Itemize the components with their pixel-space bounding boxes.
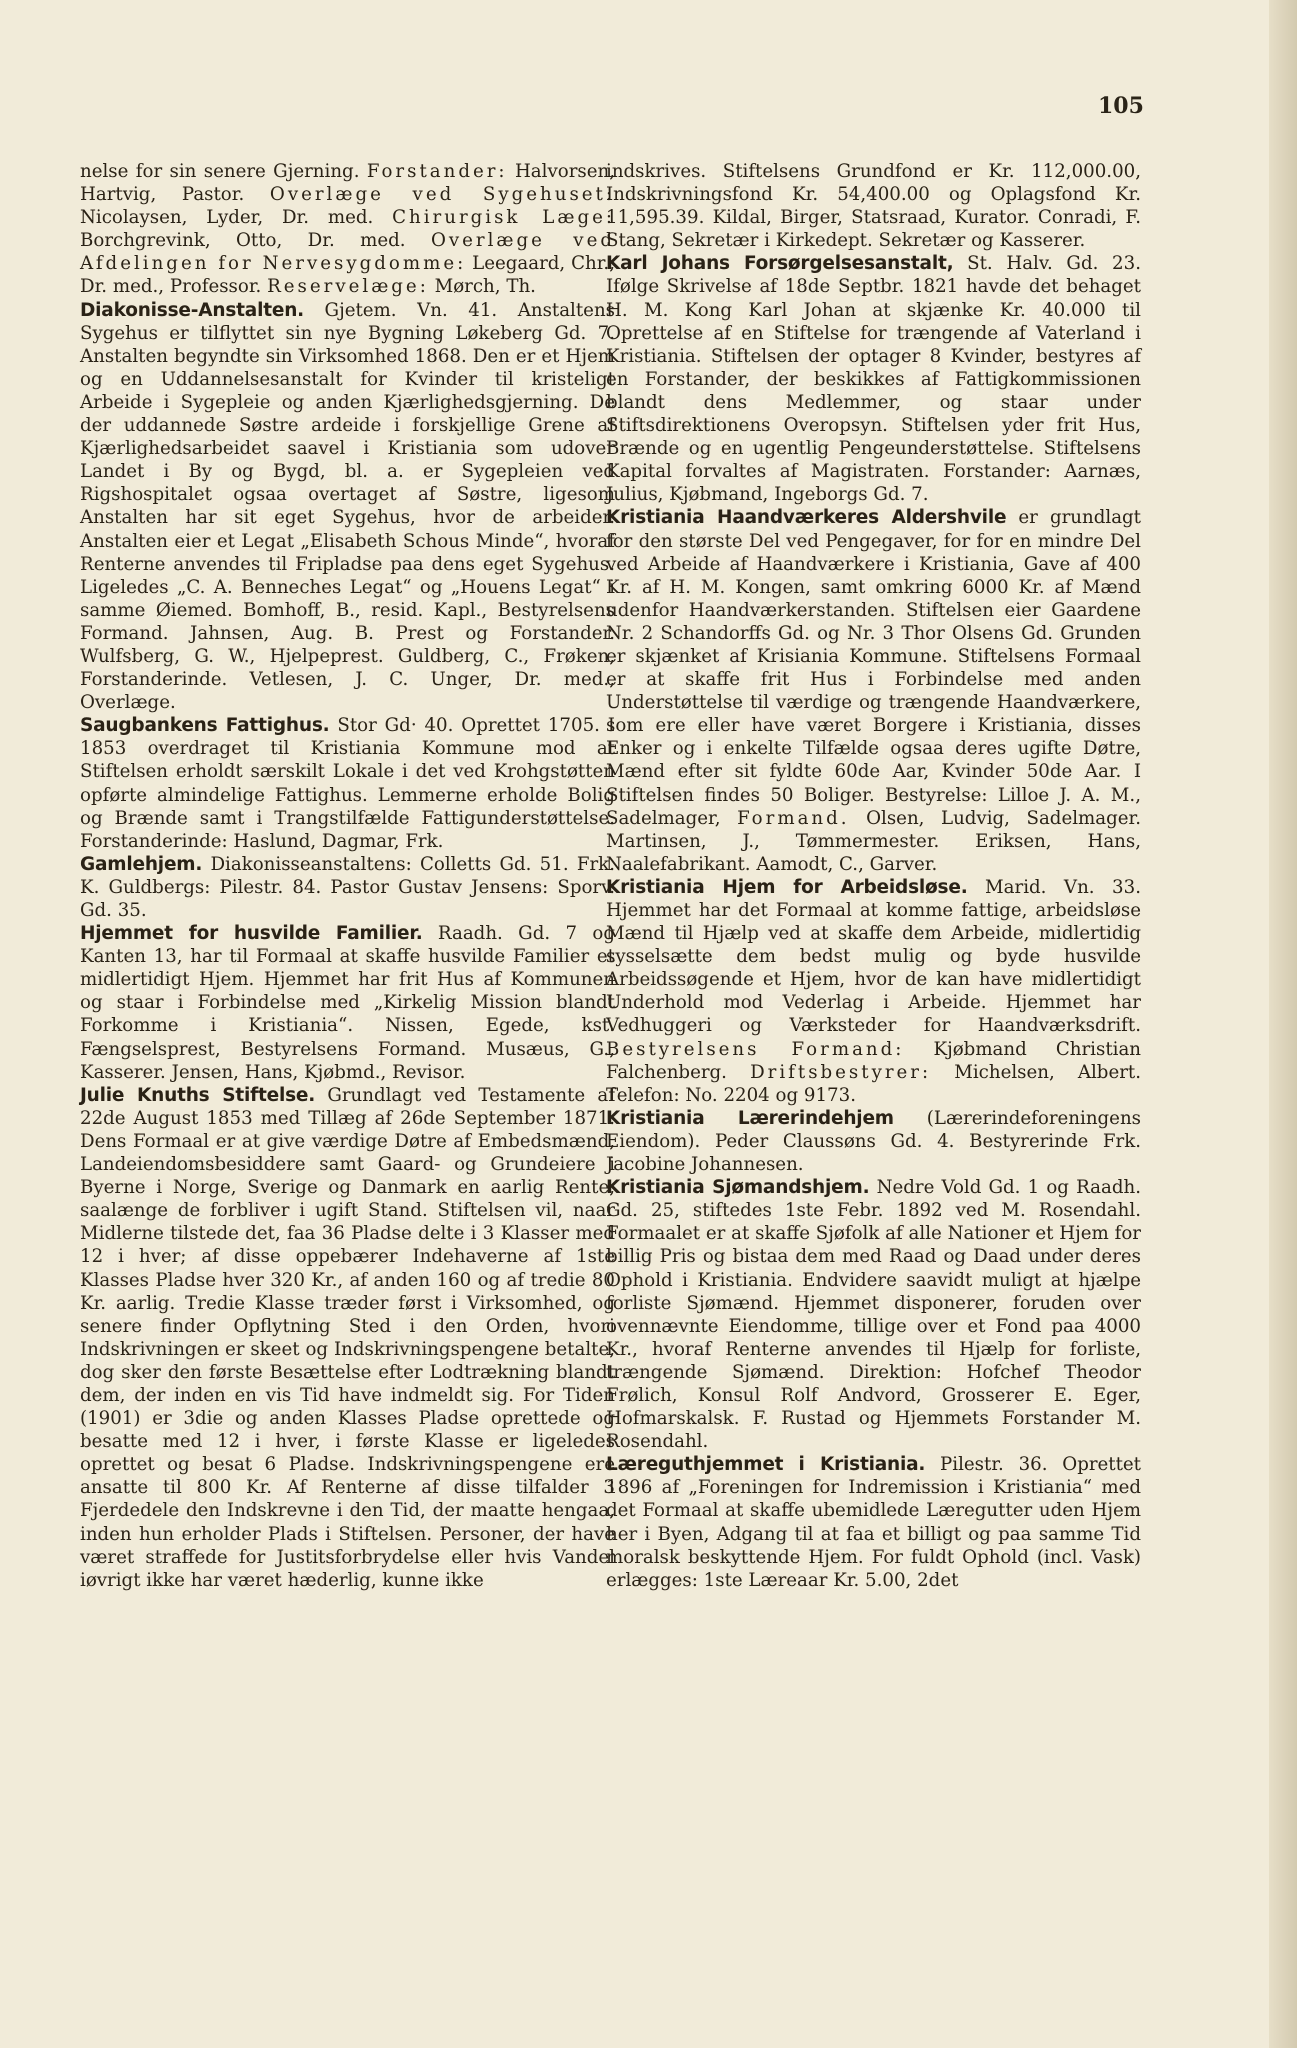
entry-text: nelse for sin senere Gjerning. (80, 161, 367, 182)
entry-heading: Kristiania Sjømandshjem. (606, 1177, 870, 1199)
entry-heading: Julie Knuths Stiftelse. (80, 1084, 316, 1106)
directory-entry (606, 252, 1141, 506)
entry-heading: Kristiania Lærerindehjem (606, 1107, 894, 1129)
entry-heading: Gamlehjem. (80, 853, 203, 875)
entry-heading: Kristiania Hjem for Arbeidsløse. (606, 876, 968, 898)
entry-heading: Hjemmet for husvilde Familier. (80, 923, 423, 945)
entry-role-label: Forstander: (366, 161, 508, 182)
directory-entry (606, 1453, 1141, 1592)
entry-text: Olsen, Ludvig, Sadelmager. Martinsen, J., Tømmermester. Eriksen, Hans, Naalefabrikant. Aamodt, C., Garver. (606, 807, 1142, 875)
entry-role-label: Bestyrelsens Formand: (606, 1038, 905, 1060)
entry-role-label: Overlæge ved Sygehuset: (269, 184, 615, 206)
entry-role-label: Driftsbestyrer: (750, 1061, 932, 1083)
entry-text: Halvorsen, Hartvig, Pastor. (80, 161, 615, 206)
entry-text: Nicolaysen, Lyder, Dr. med. (80, 207, 393, 229)
entry-heading: Karl Johans Forsørgelsesanstalt, (606, 253, 954, 275)
entry-heading: Læreguthjemmet i Kristiania. (606, 1454, 926, 1476)
directory-entry (80, 853, 615, 922)
entry-text: Diakonisseanstaltens: Colletts Gd. 51. Frk. K. Guldbergs: Pilestr. 84. Pastor Gustav Jensens: Sporv. Gd. 35. (80, 853, 615, 921)
entry-role-label: Reservelæge: (267, 276, 429, 298)
entry-text: Raadh. Gd. 7 og Kanten 13, har til Formaal at skaffe husvilde Familier et midlertidigt Hjem. Hjemmet har frit Hus af Kommunen og staar i Forbindelse med „Kirkelig Mission blandt Forkomme i Kristiania“. Nissen, Egede, kst. Fængselsprest, Bestyrelsens Formand. Musæus, G., Kasserer. Jensen, Hans, Kjøbmd., Revisor. (80, 923, 615, 1083)
directory-entry (80, 714, 615, 853)
directory-entry (80, 1084, 615, 1592)
page-edge (1269, 0, 1297, 2048)
entry-text: Stor Gd· 40. Oprettet 1705. I 1853 overdraget til Kristiania Kommune mod at Stiftelsen erholdt særskilt Lokale i det ved Krohgstøtten opførte almindelige Fattighus. Lemmerne erholde Bolig og Brænde samt i Trangstilfælde Fattigunderstøttelse. Forstanderinde: Haslund, Dagmar, Frk. (80, 715, 615, 852)
entry-text: Borchgrevink, Otto, Dr. med. (80, 230, 431, 252)
directory-entry (606, 1107, 1141, 1176)
entry-text: er grundlagt for den største Del ved Pengegaver, for for en mindre Del ved Arbeide af Haandværkere i Kristiania, Gave af 400 Kr. af H. M. Kongen, samt omkring 6000 Kr. af Mænd udenfor Haandværkerstanden. Stiftelsen eier Gaardene Nr. 2 Schandorffs Gd. og Nr. 3 Thor Olsens Gd. Grunden er skjænket af Krisiania Kommune. Stiftelsens Formaal er at skaffe frit Hus i Forbindelse med anden Understøttelse til værdige og trængende Haandværkere, som ere eller have været Borgere i Kristiania, disses Enker og i enkelte Tilfælde ogsaa deres ugifte Døtre, Mænd efter sit fyldte 60de Aar, Kvinder 50de Aar. I Stiftelsen findes 50 Boliger. Bestyrelse: Lilloe J. A. M., Sadelmager, (606, 507, 1141, 829)
directory-entry (606, 506, 1141, 876)
directory-entry (606, 876, 1141, 1107)
entry-heading: Kristiania Haandværkeres Aldershvile (606, 507, 1007, 529)
entry-heading: Diakonisse-Anstalten. (80, 299, 305, 321)
right-column (606, 160, 1141, 1592)
entry-text: Michelsen, Albert. Telefon: No. 2204 og 9173. (606, 1061, 1142, 1106)
directory-entry (606, 160, 1141, 252)
entry-role-label: Formand. (737, 807, 850, 829)
entry-text: Mørch, Th. (428, 276, 536, 298)
entry-text: St. Halv. Gd. 23. Ifølge Skrivelse af 18de Septbr. 1821 havde det behaget H. M. Kong Karl Johan at skjænke Kr. 40.000 til Oprettelse af en Stiftelse for trængende af Vaterland i Kristiania. Stiftelsen der optager 8 Kvinder, bestyres af en Forstander, der beskikkes af Fattigkommissionen blandt dens Medlemmer, og staar under Stiftsdirektionens Overopsyn. Stiftelsen yder frit Hus, Brænde og en ugentlig Pengeunderstøttelse. Stiftelsens Kapital forvaltes af Magistraten. Forstander: Aarnæs, Julius, Kjøbmand, Ingeborgs Gd. 7. (606, 253, 1141, 506)
page-number: 105 (1098, 93, 1144, 119)
entry-text: Pilestr. 36. Oprettet 1896 af „Foreningen for Indremission i Kristiania“ med det Formaal at skaffe ubemidlede Læregutter uden Hjem her i Byen, Adgang til at faa et billigt og paa samme Tid moralsk beskyttende Hjem. For fuldt Ophold (incl. Vask) erlægges: 1ste Læreaar Kr. 5.00, 2det (606, 1454, 1141, 1591)
entry-text: Grundlagt ved Testamente af 22de August 1853 med Tillæg af 26de September 1871. Dens Formaal er at give værdige Døtre af Embedsmænd, Landeiendomsbesiddere samt Gaard- og Grundeiere i Byerne i Norge, Sverige og Danmark en aarlig Rente, saalænge de forbliver i ugift Stand. Stiftelsen vil, naar Midlerne tilstede det, faa 36 Pladse delte i 3 Klasser med 12 i hver; af disse oppebærer Indehaverne af 1ste Klasses Pladse hver 320 Kr., af anden 160 og af tredie 80 Kr. aarlig. Tredie Klasse træder først i Virksomhed, og senere finder Opflytning Sted i den Orden, hvori Indskrivningen er skeet og Indskrivningspengene betalte, dog sker den første Besættelse efter Lodtrækning blandt dem, der inden en vis Tid have indmeldt sig. For Tiden (1901) er 3die og anden Klasses Pladse oprettede og besatte med 12 i hver, i første Klasse er ligeledes oprettet og besat 6 Pladse. Indskrivningspengene ere ansatte til 800 Kr. Af Renterne af disse tilfalder 3 Fjerdedele den Indskrevne i den Tid, der maatte hengaa, inden hun erholder Plads i Stiftelsen. Personer, der have været straffede for Justitsforbrydelse eller hvis Vandel iøvrigt ikke har været hæderlig, kunne ikke (80, 1084, 615, 1591)
entry-text: Kjøbmand Christian Falchenberg. (606, 1038, 1142, 1083)
entry-text: Nedre Vold Gd. 1 og Raadh. Gd. 25, stiftedes 1ste Febr. 1892 ved M. Rosendahl. Formaalet er at skaffe Sjøfolk af alle Nationer et Hjem for billig Pris og bistaa dem med Raad og Daad under deres Ophold i Kristiania. Endvidere saavidt muligt at hjælpe forliste Sjømænd. Hjemmet disponerer, foruden over ovennævnte Eiendomme, tillige over et Fond paa 4000 Kr., hvoraf Renterne anvendes til Hjælp for forliste, trængende Sjømænd. Direktion: Hofchef Theodor Frølich, Konsul Rolf Andvord, Grosserer E. Eger, Hofmarskalsk. F. Rustad og Hjemmets Forstander M. Rosendahl. (606, 1177, 1142, 1453)
entry-text: Leegaard, Chr., Dr. med., Professor. (80, 253, 615, 298)
directory-entry (80, 160, 615, 299)
entry-text: (Lærerindeforeningens Eiendom). Peder Claussøns Gd. 4. Bestyrerinde Frk. Jacobine Johannesen. (606, 1107, 1141, 1176)
directory-entry (80, 299, 615, 715)
left-column (80, 160, 615, 1592)
entry-role-label: Overlæge ved Afdelingen for Nervesygdomme: (80, 230, 615, 275)
entry-text: Gjetem. Vn. 41. Anstaltens Sygehus er tilflyttet sin nye Bygning Løkeberg Gd. 7. Anstalten begyndte sin Virksomhed 1868. Den er et Hjem og en Uddannelsesanstalt for Kvinder til kristeligt Arbeide i Sygepleie og anden Kjærlighedsgjerning. De der uddannede Søstre ardeide i forskjellige Grene af Kjærlighedsarbeidet saavel i Kristiania som udover Landet i By og Bygd, bl. a. er Sygepleien ved Rigshospitalet ogsaa overtaget af Søstre, ligesom Anstalten har sit eget Sygehus, hvor de arbeider. Anstalten eier et Legat „Elisabeth Schous Minde“, hvoraf Renterne anvendes til Fripladse paa dens eget Sygehus. Ligeledes „C. A. Benneches Legat“ og „Houens Legat“ i samme Øiemed. Bomhoff, B., resid. Kapl., Bestyrelsens Formand. Jahnsen, Aug. B. Prest og Forstander. Wulfsberg, G. W., Hjelpeprest. Guldberg, C., Frøken, Forstanderinde. Vetlesen, J. C. Unger, Dr. med., Overlæge. (80, 299, 615, 714)
entry-heading: Saugbankens Fattighus. (80, 715, 330, 737)
entry-text: indskrives. Stiftelsens Grundfond er Kr. 112,000.00, Indskrivningsfond Kr. 54,400.00 og Oplagsfond Kr. 11,595.39. Kildal, Birger, Statsraad, Kurator. Conradi, F. Stang, Sekretær i Kirkedept. Sekretær og Kasserer. (606, 161, 1141, 252)
entry-text: Marid. Vn. 33. Hjemmet har det Formaal at komme fattige, arbeidsløse Mænd til Hjælp ved at skaffe dem Arbeide, midlertidig sysselsætte dem bedst mulig og byde husvilde Arbeidssøgende et Hjem, hvor de kan have midlertidigt Underhold mod Vederlag i Arbeide. Hjemmet har Vedhuggeri og Værksteder for Haandværksdrift. (606, 876, 1141, 1037)
entry-role-label: Chirurgisk Læge: (392, 207, 615, 229)
directory-entry (606, 1176, 1141, 1453)
directory-entry (80, 922, 615, 1084)
